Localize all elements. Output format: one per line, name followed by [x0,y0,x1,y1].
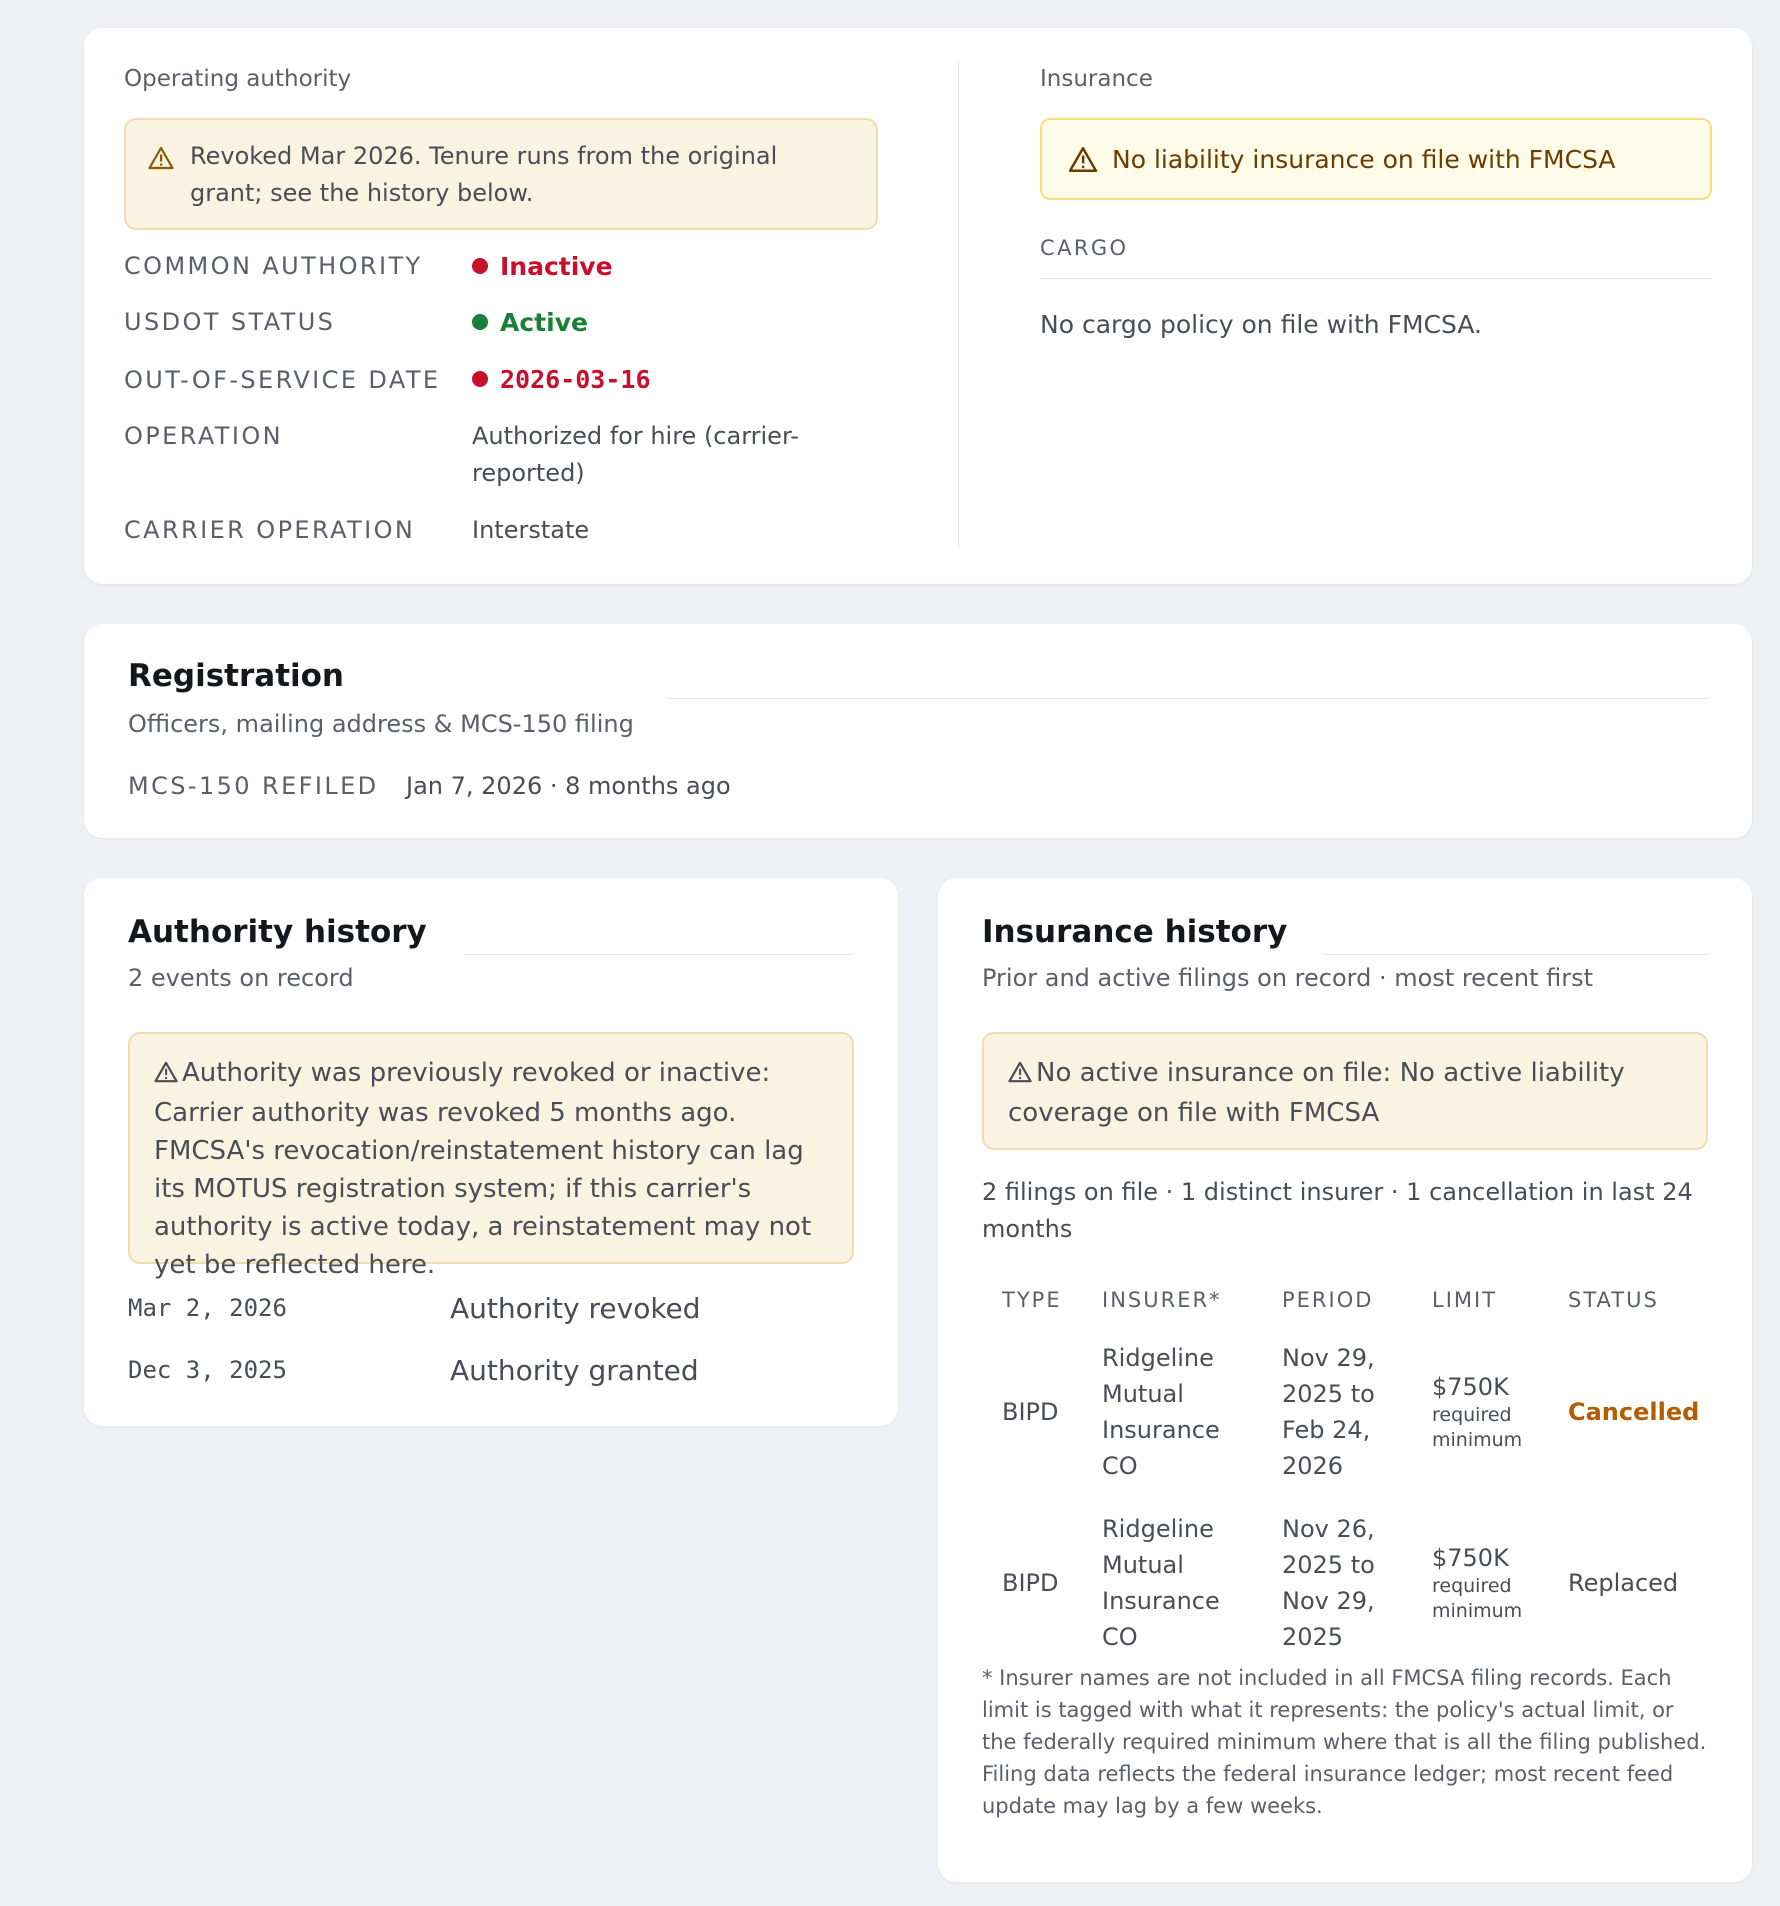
mcs150-refiled-label: MCS-150 REFILED [128,772,379,800]
registration-title-rule [666,698,1710,699]
out-of-service-value: 2026-03-16 [472,365,651,394]
insurance-filings-table [1002,1274,1712,1668]
insurance-history-subtitle: Prior and active filings on record · most recent first [982,964,1594,992]
authority-history-subtitle: 2 events on record [128,964,354,992]
registration-subtitle: Officers, mailing address & MCS-150 filing [128,710,634,738]
mcs150-refiled-value: Jan 7, 2026 · 8 months ago [406,772,731,800]
filing-status: Replaced [1568,1569,1679,1597]
authority-insurance-card [84,28,1752,584]
carrier-operation-label: CARRIER OPERATION [124,516,416,544]
insurance-history-alert [982,1032,1708,1150]
filing-status: Cancelled [1568,1398,1700,1426]
filing-limit: $750K required minimum [1432,1326,1568,1498]
column-divider [958,62,959,548]
filing-type: BIPD [1002,1569,1059,1597]
table-row [1002,1498,1712,1668]
status-dot-active [472,314,488,330]
insurance-alert-text: No liability insurance on file with FMCSA [1112,145,1616,174]
common-authority-value: Inactive [472,252,613,281]
usdot-status-label: USDOT STATUS [124,308,336,336]
authority-history-alert-text: Authority was previously revoked or inactive: Carrier authority was revoked 5 months ago. FMCSA's revocation/reinstatement history can lag its MOTUS registration system; if this carrier's authority is active today, a reinstatement may not yet be reflected here. [154,1058,812,1280]
warning-icon [148,144,174,181]
operating-authority-alert-text: Revoked Mar 2026. Tenure runs from the original grant; see the history below. [190,142,778,207]
filing-limit: $750K required minimum [1432,1498,1568,1668]
filing-insurer: Ridgeline Mutual Insurance CO [1102,1515,1220,1651]
filing-period: Nov 26, 2025 to Nov 29, 2025 [1282,1515,1375,1651]
cargo-text: No cargo policy on file with FMCSA. [1040,310,1482,339]
event-date: Dec 3, 2025 [128,1356,287,1384]
col-status: STATUS [1568,1288,1659,1312]
authority-history-card [84,878,898,1426]
operating-authority-alert [124,118,878,230]
status-dot-out-of-service [472,371,488,387]
operating-authority-heading: Operating authority [124,66,352,92]
col-insurer: INSURER* [1102,1288,1222,1312]
col-type: TYPE [1002,1288,1062,1312]
event-description: Authority granted [450,1354,699,1387]
authority-history-title: Authority history [128,914,427,950]
limit-note: required minimum [1432,1404,1523,1451]
filing-insurer: Ridgeline Mutual Insurance CO [1102,1344,1220,1480]
insurance-heading: Insurance [1040,66,1153,92]
out-of-service-label: OUT-OF-SERVICE DATE [124,366,441,394]
insurance-history-card [938,878,1752,1882]
table-row [1002,1326,1712,1498]
operation-value: Authorized for hire (carrier-reported) [472,422,799,487]
event-description: Authority revoked [450,1292,701,1325]
registration-card [84,624,1752,838]
col-limit: LIMIT [1432,1288,1498,1312]
filings-summary: 2 filings on file · 1 distinct insurer · 1 cancellation in last 24 months [982,1178,1693,1243]
warning-icon [154,1056,178,1094]
event-date: Mar 2, 2026 [128,1294,287,1322]
operation-label: OPERATION [124,422,283,450]
authority-history-title-rule [464,954,854,955]
col-period: PERIOD [1282,1288,1374,1312]
insurance-history-title-rule [1322,954,1710,955]
cargo-label: CARGO [1040,236,1129,260]
warning-icon [1068,146,1098,173]
authority-history-alert [128,1032,854,1280]
warning-icon [1008,1056,1032,1094]
status-dot-inactive [472,258,488,274]
filing-period: Nov 29, 2025 to Feb 24, 2026 [1282,1344,1375,1480]
common-authority-label: COMMON AUTHORITY [124,252,423,280]
cargo-rule [1040,278,1712,279]
carrier-operation-value: Interstate [472,516,590,544]
filing-type: BIPD [1002,1398,1059,1426]
usdot-status-value: Active [472,308,588,337]
insurance-alert [1040,118,1712,200]
registration-title: Registration [128,658,345,694]
insurance-history-alert-text: No active insurance on file: No active liability coverage on file with FMCSA [1008,1058,1625,1128]
insurance-footnote: * Insurer names are not included in all FMCSA filing records. Each limit is tagged with what it represents: the policy's actual limit, or the federally required minimum where that is all the filing published. Filing data reflects the federal insurance ledger; most recent feed update may lag by a few weeks. [982,1666,1707,1818]
limit-note: required minimum [1432,1575,1523,1622]
insurance-history-title: Insurance history [982,914,1288,950]
